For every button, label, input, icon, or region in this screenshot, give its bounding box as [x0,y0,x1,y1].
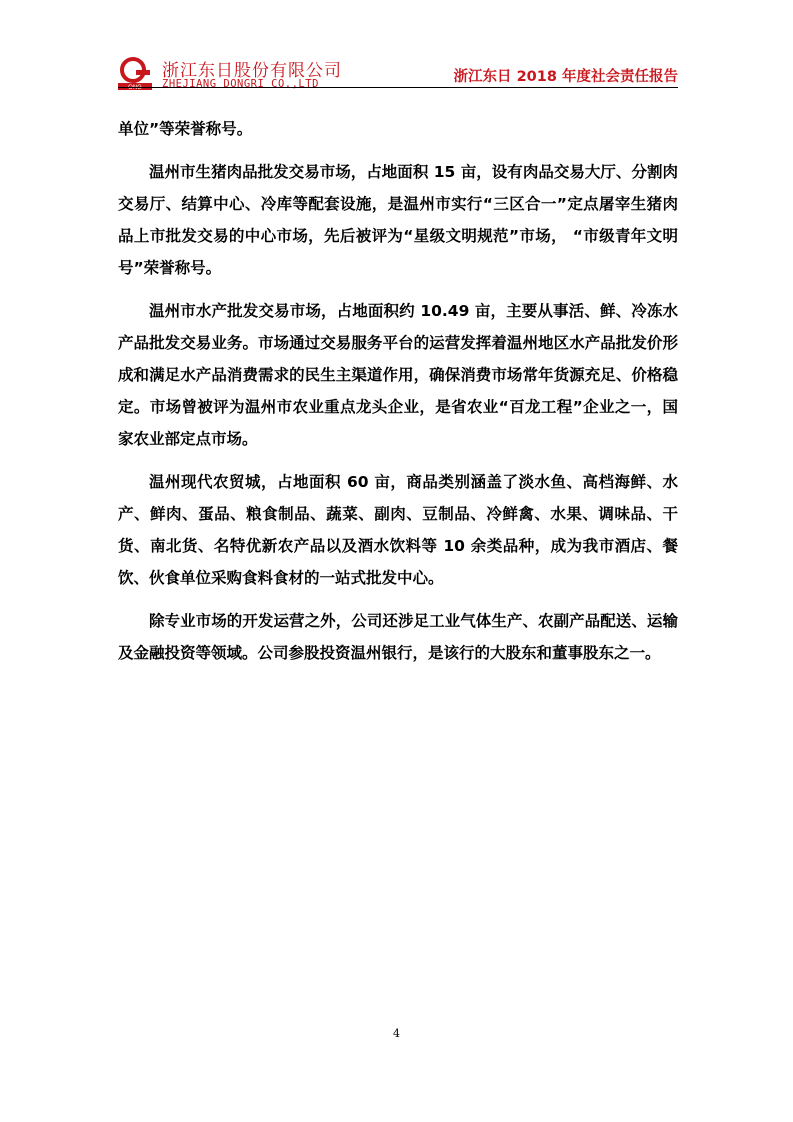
paragraph-other-business: 除专业市场的开发运营之外，公司还涉足工业气体生产、农副产品配送、运输及金融投资等领域。公司参股投资温州银行，是该行的大股东和董事股东之一。 [118,612,678,662]
document-body [118,113,678,680]
page-header [118,52,678,88]
paragraph-pork-market: 温州市生猪肉品批发交易市场，占地面积 15 亩，设有肉品交易大厅、分割肉交易厅、结算中心、冷库等配套设施，是温州市实行“三区合一”定点屠宰生猪肉品上市批发交易的中心市场，先后被评为“星级文明规范”市场， “市级青年文明号”荣誉称号。 [118,163,678,277]
paragraph-seafood-market: 温州市水产批发交易市场，占地面积约 10.49 亩，主要从事活、鲜、冷冻水产品批发交易业务。市场通过交易服务平台的运营发挥着温州地区水产品批发价形成和满足水产品消费需求的民生主渠道作用，确保消费市场常年货源充足、价格稳定。市场曾被评为温州市农业重点龙头企业，是省农业“百龙工程”企业之一，国家农业部定点市场。 [118,302,678,448]
dongri-logo-icon [118,56,152,90]
page-number: 4 [393,1027,400,1040]
paragraph-agri-trade-city: 温州现代农贸城，占地面积 60 亩，商品类别涵盖了淡水鱼、高档海鲜、水产、鲜肉、蛋品、粮食制品、蔬菜、副肉、豆制品、冷鲜禽、水果、调味品、干货、南北货、名特优新农产品以及酒水饮料等 10 余类品种，成为我市酒店、餐饮、伙食单位采购食料食材的一站式批发中心。 [118,473,678,587]
paragraph-continuation: 单位”等荣誉称号。 [118,120,253,138]
report-title: 浙江东日 2018 年度社会责任报告 [453,69,678,85]
company-name-cn: 浙江东日股份有限公司 [162,61,342,81]
company-name-en: ZHEJIANG DONGRI CO.,LTD [162,78,319,90]
logo-mark-text: ONG [128,85,142,90]
company-logo [118,54,348,90]
header-divider [118,87,678,88]
